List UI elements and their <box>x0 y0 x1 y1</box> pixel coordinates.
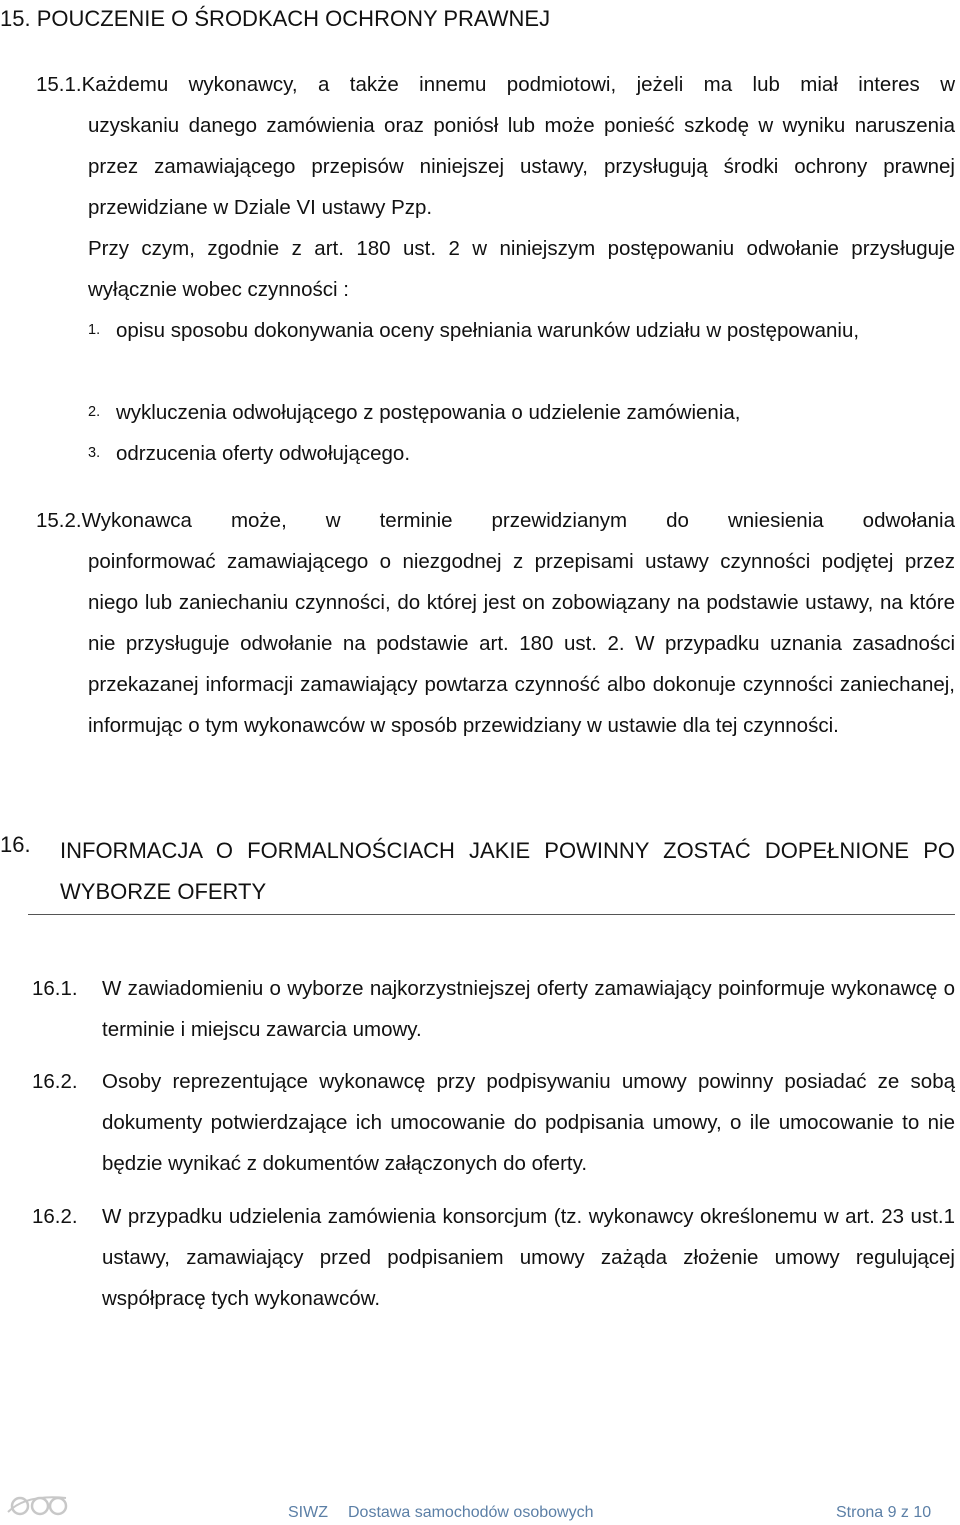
list-item <box>32 1196 955 1319</box>
section-divider <box>28 914 955 915</box>
paragraph-15-2-body: poinformować zamawiającego o niezgodnej z przepisami ustawy czynności podjętej przez niego lub zaniechaniu czynności, do której jest on zobowiązany na podstawie ustawy, na które nie przysługuje odwołanie na podstawie art. 180 ust. 2. W przypadku uznania zasadności przekazanej informacji zamawiający powtarza czynność albo dokonuje czynności zaniechanej, informując o tym wykonawców w sposób przewidziany w ustawie dla tej czynności. <box>88 550 955 737</box>
list-item-number: 1. <box>88 322 101 338</box>
paragraph-number: 15.1. <box>36 73 82 96</box>
paragraph-15-1-first-line <box>36 64 955 105</box>
list-item-number: 16.2. <box>32 1205 78 1228</box>
list-item-text: wykluczenia odwołującego z postępowania o udzielenie zamówienia, <box>116 401 741 424</box>
list-item-number: 3. <box>88 445 101 461</box>
list-item-text: W przypadku udzielenia zamówienia konsorcjum (tz. wykonawcy określonemu w art. 23 ust.1 ustawy, zamawiający przed podpisaniem umowy zażąda złożenie umowy regulującej współpracę tych wykonawców. <box>102 1205 955 1310</box>
list-item-number: 16.1. <box>32 977 78 1000</box>
paragraph-15-2-first-line <box>36 500 955 541</box>
paragraph-15-1-body: uzyskaniu danego zamówienia oraz poniósł lub może ponieść szkodę w wyniku naruszenia przez zamawiającego przepisów niniejszej ustawy, przysługują środki ochrony prawnej przewidziane w Dziale VI ustawy Pzp. <box>88 114 955 219</box>
list-item-text: Osoby reprezentujące wykonawcę przy podpisywaniu umowy powinny posiadać ze sobą dokumenty potwierdzające ich umocowanie do podpisania umowy, o ile umocowanie to nie będzie wynikać z dokumentów załączonych do oferty. <box>102 1070 955 1175</box>
paragraph-number: 15.2. <box>36 509 82 532</box>
list-item <box>32 968 955 1050</box>
paragraph-15-1 <box>36 64 955 105</box>
section-16-number: 16. <box>0 832 31 857</box>
list-item-number: 2. <box>88 404 101 420</box>
paragraph-text: Każdemu wykonawcy, a także innemu podmiotowi, jeżeli ma lub miał interes w <box>81 73 955 96</box>
footer-page-number: Strona 9 z 10 <box>836 1504 932 1521</box>
paragraph-15-2 <box>36 500 955 541</box>
footer-document-title: Dostawa samochodów osobowych <box>348 1504 594 1521</box>
company-logo-icon <box>6 1492 76 1516</box>
list-item <box>32 1061 955 1184</box>
section-16-title: INFORMACJA O FORMALNOŚCIACH JAKIE POWINNY ZOSTAĆ DOPEŁNIONE PO WYBORZE OFERTY <box>60 838 955 904</box>
paragraph-text: Wykonawca może, w terminie przewidzianym do wniesienia odwołania <box>81 509 955 532</box>
list-item-text: odrzucenia oferty odwołującego. <box>116 442 411 465</box>
footer-label: SIWZ <box>288 1504 328 1521</box>
list-item-number: 16.2. <box>32 1070 78 1093</box>
list-item <box>88 433 955 474</box>
list-item <box>88 310 955 351</box>
list-item <box>88 392 955 433</box>
paragraph-15-1-exception: Przy czym, zgodnie z art. 180 ust. 2 w niniejszym postępowaniu odwołanie przysługuje wyłącznie wobec czynności : <box>88 237 955 301</box>
list-item-text: W zawiadomieniu o wyborze najkorzystniejszej oferty zamawiający poinformuje wykonawcę o terminie i miejscu zawarcia umowy. <box>102 977 955 1041</box>
section-15-heading: 15. POUCZENIE O ŚRODKACH OCHRONY PRAWNEJ <box>0 6 551 31</box>
list-item-text: opisu sposobu dokonywania oceny spełniania warunków udziału w postępowaniu, <box>116 319 860 342</box>
